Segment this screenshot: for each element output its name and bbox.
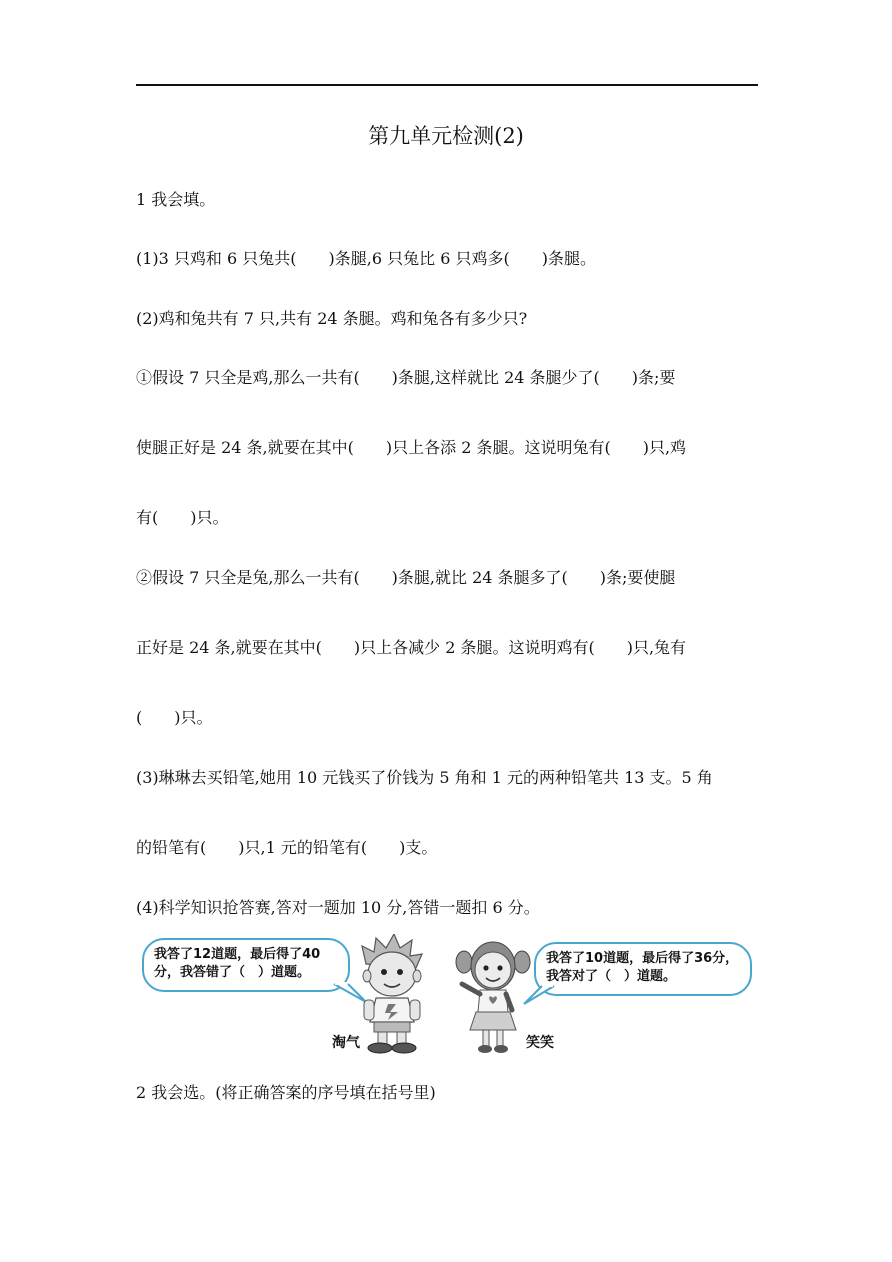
question-4: (4)科学知识抢答赛,答对一题加 10 分,答错一题扣 6 分。 [136,898,540,917]
dialogue-illustration [136,934,756,1059]
page-title: 第九单元检测(2) [368,124,524,148]
question-2b-line-3: ( )只。 [136,708,213,727]
question-2a-line-2: 使腿正好是 24 条,就要在其中( )只上各添 2 条腿。这说明兔有( )只,鸡 [136,438,687,457]
section-2-heading: 2 我会选。(将正确答案的序号填在括号里) [136,1083,436,1102]
right-character-name: 笑笑 [526,1035,554,1051]
right-speech-bubble: 我答了10道题，最后得了36分，我答对了（ ）道题。 [534,942,752,996]
top-rule [136,84,758,86]
question-1: (1)3 只鸡和 6 只兔共( )条腿,6 只兔比 6 只鸡多( )条腿。 [136,249,596,268]
question-3-line-1: (3)琳琳去买铅笔,她用 10 元钱买了价钱为 5 角和 1 元的两种铅笔共 13 支。5 角 [136,768,713,787]
question-2: (2)鸡和兔共有 7 只,共有 24 条腿。鸡和兔各有多少只? [136,309,528,328]
question-2a-line-1: ①假设 7 只全是鸡,那么一共有( )条腿,这样就比 24 条腿少了( )条;要 [136,368,676,387]
left-speech-bubble: 我答了12道题，最后得了40分，我答错了（ ）道题。 [142,938,350,992]
section-1-heading: 1 我会填。 [136,190,216,209]
question-2a-line-3: 有( )只。 [136,508,229,527]
boy-figure [358,934,426,1056]
question-2b-line-2: 正好是 24 条,就要在其中( )只上各减少 2 条腿。这说明鸡有( )只,兔有 [136,638,687,657]
left-character-name: 淘气 [332,1035,360,1051]
girl-figure [454,938,532,1056]
question-3-line-2: 的铅笔有( )只,1 元的铅笔有( )支。 [136,838,438,857]
question-2b-line-1: ②假设 7 只全是兔,那么一共有( )条腿,就比 24 条腿多了( )条;要使腿 [136,568,676,587]
